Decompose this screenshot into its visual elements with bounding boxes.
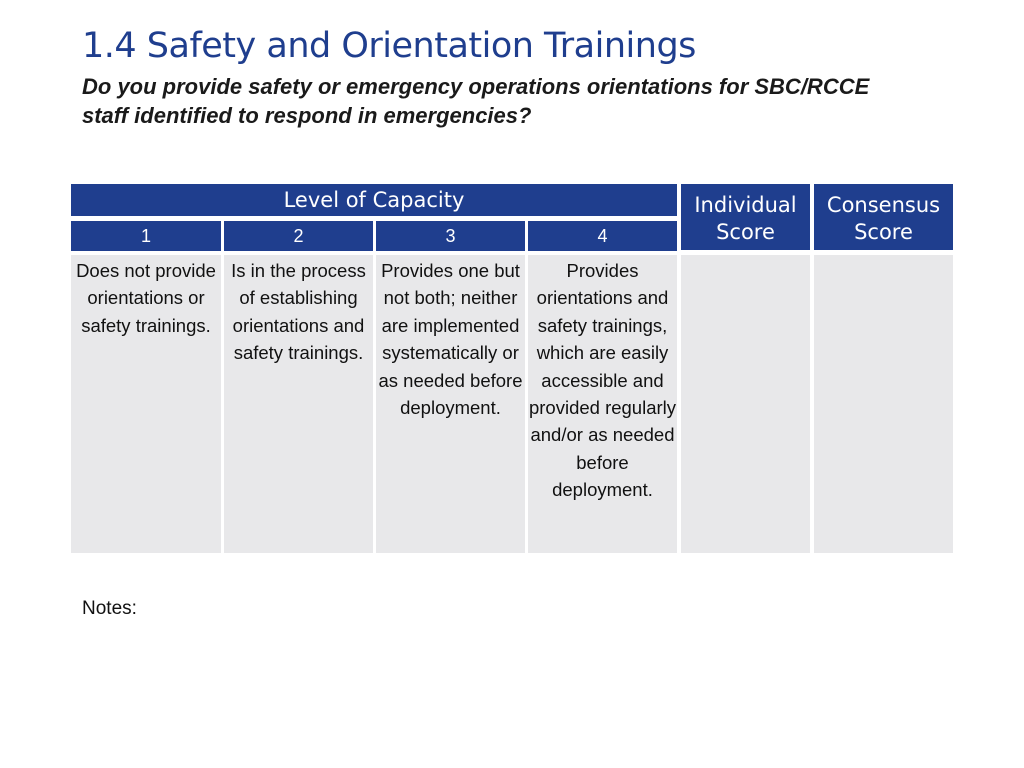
individual-score-header: Individual Score [681,184,810,250]
level-3-header: 3 [376,221,525,251]
level-4-description: Provides orientations and safety trainings, which are easily accessible and provided regularly and/or as needed before deployment. [528,255,677,553]
level-4-header: 4 [528,221,677,251]
level-2-header: 2 [224,221,373,251]
notes-label: Notes: [82,598,137,619]
page-title: 1.4 Safety and Orientation Trainings [82,26,696,66]
question-text: Do you provide safety or emergency operations orientations for SBC/RCCE staff identified to respond in emergencies? [82,74,870,128]
level-of-capacity-header: Level of Capacity [71,184,677,216]
level-3-description: Provides one but not both; neither are implemented systematically or as needed before deployment. [376,255,525,553]
consensus-score-cell[interactable] [814,255,953,553]
level-2-description: Is in the process of establishing orientations and safety trainings. [224,255,373,553]
level-1-header: 1 [71,221,221,251]
individual-score-cell[interactable] [681,255,810,553]
consensus-score-header: Consensus Score [814,184,953,250]
level-1-description: Does not provide orientations or safety trainings. [71,255,221,553]
